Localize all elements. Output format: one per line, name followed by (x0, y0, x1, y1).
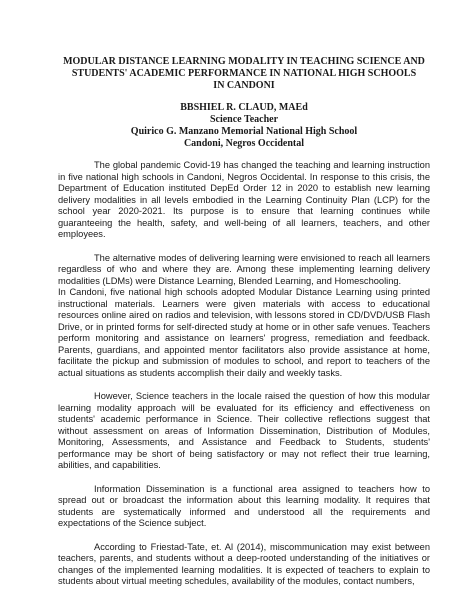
author-block (58, 102, 430, 150)
author-school: Quirico G. Manzano Memorial National High School (130, 126, 358, 137)
author-location: Candoni, Negros Occidental (183, 138, 305, 149)
title-line-3: IN CANDONI (213, 80, 275, 91)
author-role: Science Teacher (209, 114, 279, 125)
paragraph-6: According to Friestad-Tate, et. Al (2014), miscommunication may exist between teachers, parents, and students without a deep-rooted understanding of the initiatives or changes of the implemented learning modalities. It is expected of teachers to explain to students about virtual meeting schedules, availability of the modules, contact numbers, (58, 541, 430, 586)
title-line-2: STUDENTS' ACADEMIC PERFORMANCE IN NATIONAL HIGH SCHOOLS (71, 68, 417, 79)
paragraph-2: The alternative modes of delivering learning were envisioned to reach all learners regardless of who and where they are. Among these implementing learning delivery modalities (LDMs) were Distance Learning, Blended Learning, and Homeschooling. (58, 252, 430, 286)
paper-title (58, 56, 430, 92)
paper-body (58, 160, 430, 588)
paragraph-5: Information Dissemination is a functional area assigned to teachers how to spread out or broadcast the information about this learning modality. It requires that students are systematically informed and understood all the requirements and expectations of the Science subject. (58, 483, 430, 528)
paragraph-1: The global pandemic Covid-19 has changed the teaching and learning instruction in five national high schools in Candoni, Negros Occidental. In response to this crisis, the Department of Education instituted DepEd Order 12 in 2020 to establish new learning delivery modalities in all levels embodied in the Learning Continuity Plan (LCP) for the school year 2020-2021. Its purpose is to ensure that learning continues while guaranteeing the health, safety, and well-being of all learners, teachers, and other employees. (58, 160, 430, 239)
title-line-1: MODULAR DISTANCE LEARNING MODALITY IN TEACHING SCIENCE AND (63, 56, 425, 67)
paragraph-4: However, Science teachers in the locale raised the question of how this modular learning modality approach will be evaluated for its efficiency and effectiveness on students' academic performance in Science. Their collective reflections suggest that without assessment on areas of Information Dissemination, Distribution of Modules, Monitoring, Assessments, and Assistance and Feedback to Students, students' performance may be short of being satisfactory or may not reflect their true learning, abilities, and capabilities. (58, 391, 430, 470)
author-name: BBSHIEL R. CLAUD, MAEd (180, 102, 308, 113)
paragraph-3: In Candoni, five national high schools adopted Modular Distance Learning using printed instructional materials. Learners were given materials with access to educational resources online aired on radios and television, with lessons stored in CD/DVD/USB Flash Drive, or in printed forms for self-directed study at home or in other safe venues. Teachers perform monitoring and assistance on learners' progress, remediation and feedback. Parents, guardians, and appointed mentor facilitators also provide assistance at home, facilitate the pickup and submission of modules to school, and report to teachers of the actual situations as students accomplish their daily and weekly tasks. (58, 287, 430, 378)
